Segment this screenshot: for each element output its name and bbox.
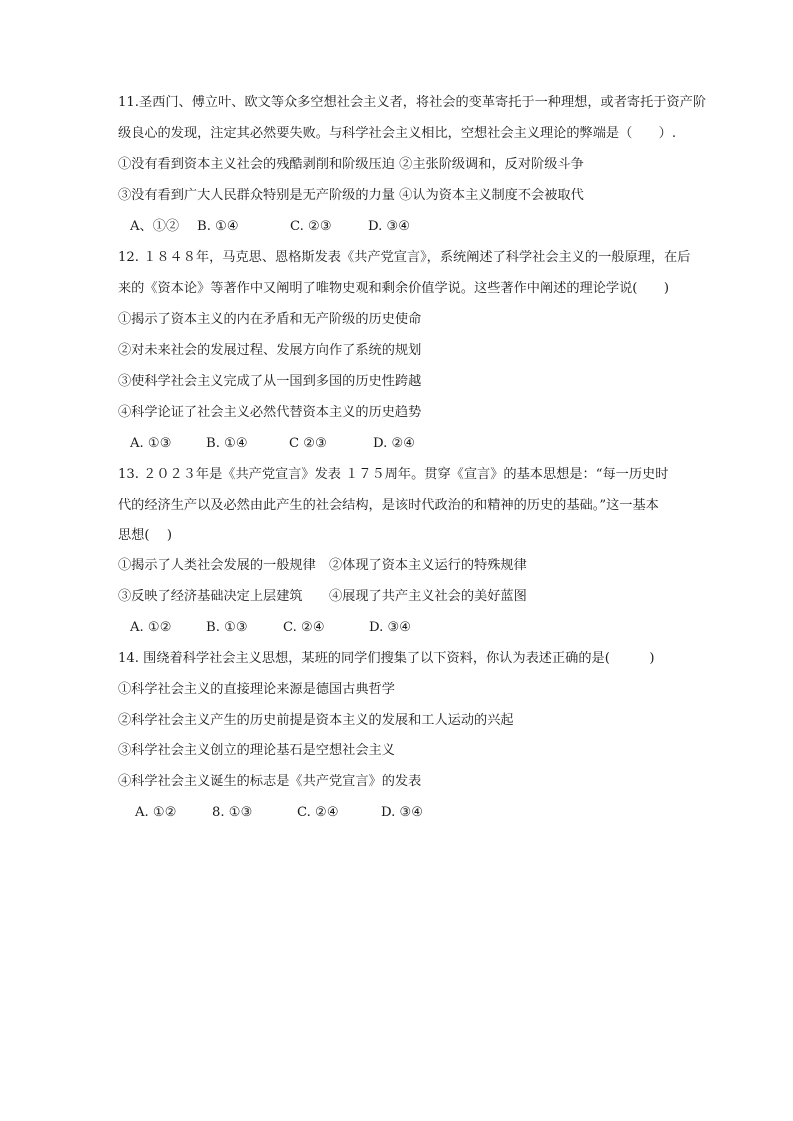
- question-13-stem-line-1: 13. ２０２３年是《共产党宣言》发表 １７５周年。贯穿《宣言》的基本思想是：“每一历史时: [118, 467, 669, 482]
- question-13-option-d[interactable]: D. ③④: [369, 620, 412, 635]
- question-13-item-2: ③反映了经济基础决定上层建筑 ④展现了共产主义社会的美好蓝图: [118, 589, 527, 604]
- question-11-item-2: ③没有看到广大人民群众特别是无产阶级的力量 ④认为资本主义制度不会被取代: [118, 188, 584, 203]
- question-13-option-b[interactable]: B. ①③: [206, 620, 248, 635]
- question-12-item-2: ②对未来社会的发展过程、发展方向作了系统的规划: [118, 343, 422, 358]
- question-13-option-a[interactable]: A. ①②: [130, 620, 172, 635]
- question-12-item-4: ④科学论证了社会主义必然代替资本主义的历史趋势: [118, 405, 422, 420]
- question-13-stem-line-3: 思想( ): [118, 528, 173, 543]
- question-14-item-2: ②科学社会主义产生的历史前提是资本主义的发展和工人运动的兴起: [118, 713, 514, 728]
- question-11-item-1: ①没有看到资本主义社会的残酷剥削和阶级压迫 ②主张阶级调和，反对阶级斗争: [118, 157, 584, 172]
- question-11-stem-line-2: 级良心的发现，注定其必然要失败。与科学社会主义相比，空想社会主义理论的弊端是（ ）.: [118, 126, 677, 141]
- question-12-stem-line-1: 12. １８４８年，马克思、恩格斯发表《共产党宣言》，系统阐述了科学社会主义的一般原理，在后: [118, 250, 691, 265]
- question-12-stem-line-2: 来的《资本论》等著作中又阐明了唯物史观和剩余价值学说。这些著作中阐述的理论学说( ): [118, 281, 669, 296]
- question-12-option-c[interactable]: C ②③: [289, 436, 327, 451]
- question-14-option-c[interactable]: C. ②④: [297, 805, 339, 820]
- question-11-option-d[interactable]: D. ③④: [368, 219, 411, 234]
- question-14-stem-line-1: 14. 围绕着科学社会主义思想，某班的同学们搜集了以下资料，你认为表述正确的是( ): [118, 651, 655, 666]
- question-11-option-a[interactable]: A、①②: [130, 219, 180, 234]
- question-14-option-a[interactable]: A. ①②: [135, 805, 177, 820]
- question-12-item-3: ③使科学社会主义完成了从一国到多国的历史性跨越: [118, 374, 422, 389]
- question-12-item-1: ①揭示了资本主义的内在矛盾和无产阶级的历史使命: [118, 312, 422, 327]
- question-14-option-d[interactable]: D. ③④: [381, 805, 424, 820]
- question-12-option-d[interactable]: D. ②④: [373, 436, 416, 451]
- question-11-option-c[interactable]: C. ②③: [290, 219, 332, 234]
- question-14-item-1: ①科学社会主义的直接理论来源是德国古典哲学: [118, 682, 395, 697]
- question-14-option-b[interactable]: 8. ①③: [212, 805, 253, 820]
- question-14-item-4: ④科学社会主义诞生的标志是《共产党宣言》的发表: [118, 774, 422, 789]
- question-11-option-b[interactable]: B. ①④: [197, 219, 239, 234]
- question-14-item-3: ③科学社会主义创立的理论基石是空想社会主义: [118, 743, 395, 758]
- question-12-option-a[interactable]: A. ①③: [130, 436, 172, 451]
- question-11-stem-line-1: 11.圣西门、傅立叶、欧文等众多空想社会主义者，将社会的变革寄托于一种理想，或者寄托于资产阶: [118, 95, 707, 110]
- question-12-option-b[interactable]: B. ①④: [206, 436, 248, 451]
- question-13-stem-line-2: 代的经济生产以及必然由此产生的社会结构，是该时代政治的和精神的历史的基础。”这一基本: [118, 498, 659, 513]
- question-13-option-c[interactable]: C. ②④: [283, 620, 325, 635]
- question-13-item-1: ①揭示了人类社会发展的一般规律 ②体现了资本主义运行的特殊规律: [118, 558, 527, 573]
